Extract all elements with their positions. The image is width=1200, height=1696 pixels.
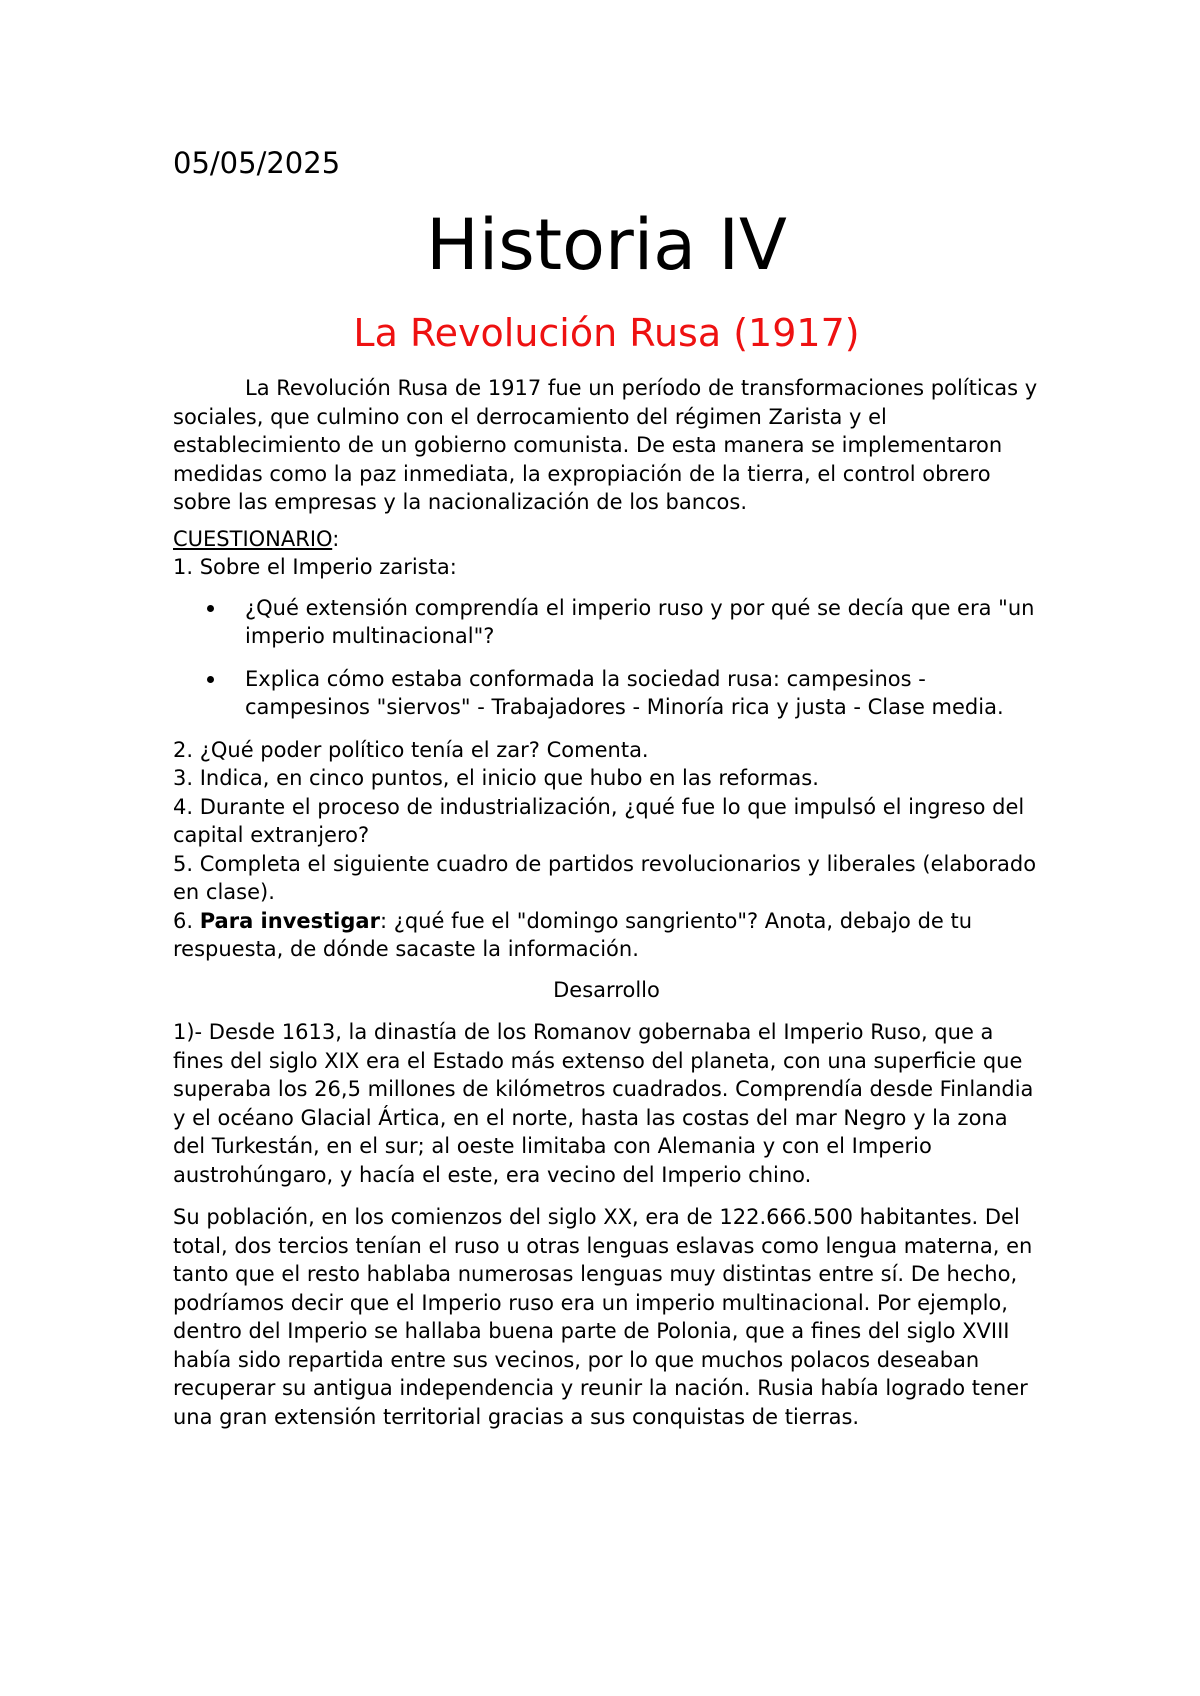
desarrollo-paragraph-1: 1)- Desde 1613, la dinastía de los Romanov gobernaba el Imperio Ruso, que a fines del siglo XIX era el Estado más extenso del planeta, con una superficie que superaba los 26,5 millones de kilómetros cuadrados. Comprendía desde Finlandia y el océano Glacial Ártica, en el norte, hasta las costas del mar Negro y la zona del Turkestán, en el sur; al oeste limitaba con Alemania y con el Imperio austrohúngaro, y hacía el este, era vecino del Imperio chino.: [173, 1020, 1034, 1187]
document-body: [173, 374, 1040, 1431]
question-6-text: : ¿qué fue el "domingo sangriento"? Anota, debajo de tu respuesta, de dónde sacaste la información.: [173, 908, 973, 961]
document-date: 05/05/2025: [173, 146, 341, 180]
question-2: 2. ¿Qué poder político tenía el zar? Comenta.: [173, 737, 649, 762]
question-6-number: 6.: [173, 908, 200, 933]
bullet-item: [173, 665, 1040, 722]
intro-paragraph: La Revolución Rusa de 1917 fue un período de transformaciones políticas y sociales, que culmino con el derrocamiento del régimen Zarista y el establecimiento de un gobierno comunista. De esta manera se implementaron medidas como la paz inmediata, la expropiación de la tierra, el control obrero sobre las empresas y la nacionalización de los bancos.: [173, 376, 1038, 514]
bullet-icon: [207, 605, 214, 612]
question-4: 4. Durante el proceso de industrialización, ¿qué fue lo que impulsó el ingreso del capital extranjero?: [173, 794, 1025, 847]
cuestionario-heading-text: CUESTIONARIO: [173, 526, 333, 551]
bullet-text: ¿Qué extensión comprendía el imperio ruso y por qué se decía que era "un imperio multinacional"?: [245, 595, 1035, 648]
document-subtitle: La Revolución Rusa (1917): [353, 311, 860, 355]
question-6-bold-label: Para investigar: [199, 908, 380, 933]
bullet-text: Explica cómo estaba conformada la sociedad rusa: campesinos - campesinos "siervos" - Trabajadores - Minoría rica y justa - Clase media.: [245, 666, 1004, 719]
desarrollo-paragraph-2: Su población, en los comienzos del siglo XX, era de 122.666.500 habitantes. Del total, dos tercios tenían el ruso u otras lenguas eslavas como lengua materna, en tanto que el resto hablaba numerosas lenguas muy distintas entre sí. De hecho, podríamos decir que el Imperio ruso era un imperio multinacional. Por ejemplo, dentro del Imperio se hallaba buena parte de Polonia, que a fines del siglo XVIII había sido repartida entre sus vecinos, por lo que muchos polacos deseaban recuperar su antigua independencia y reunir la nación. Rusia había logrado tener una gran extensión territorial gracias a sus conquistas de tierras.: [173, 1205, 1033, 1429]
question-1: 1. Sobre el Imperio zarista:: [173, 555, 457, 579]
cuestionario-heading: [173, 525, 1040, 554]
bullet-item: [173, 594, 1040, 651]
bullet-icon: [207, 676, 214, 683]
question-6: [173, 907, 1040, 964]
question-1-bullet-list: [173, 594, 1040, 722]
question-5: 5. Completa el siguiente cuadro de partidos revolucionarios y liberales (elaborado en clase).: [173, 851, 1037, 904]
desarrollo-heading: Desarrollo: [553, 977, 660, 1002]
cuestionario-heading-colon: :: [332, 526, 340, 551]
question-3: 3. Indica, en cinco puntos, el inicio que hubo en las reformas.: [173, 766, 819, 790]
document-title: Historia IV: [426, 204, 787, 286]
